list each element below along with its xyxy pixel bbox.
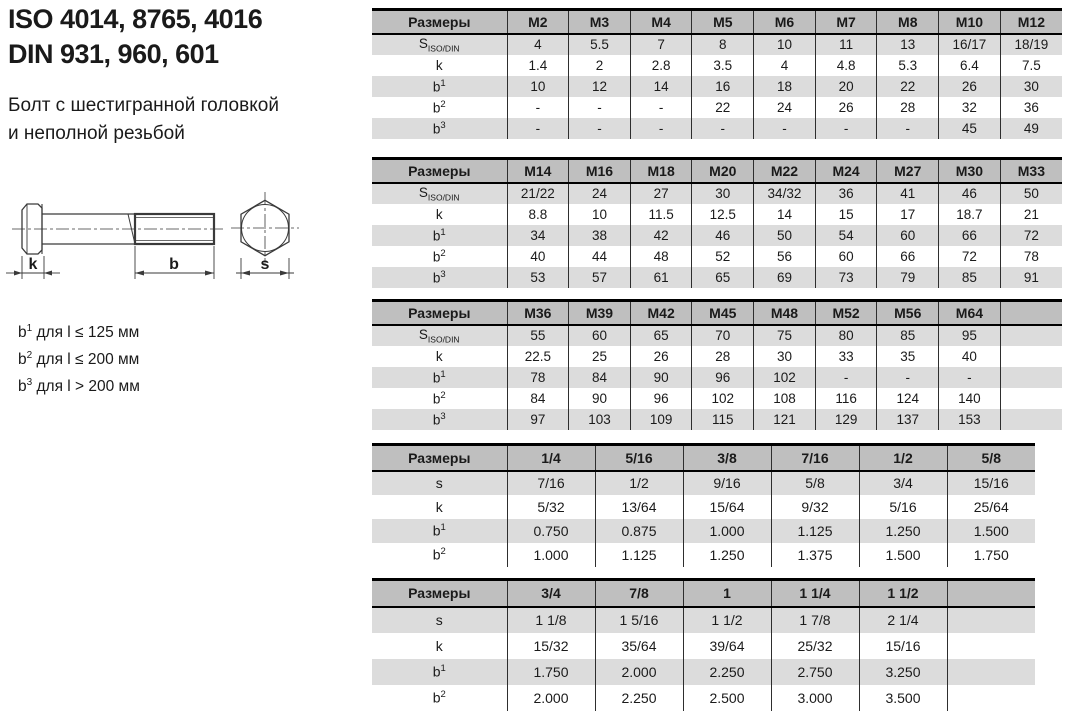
- value-cell: 5/16: [859, 495, 947, 519]
- header-size-cell: 3/8: [683, 445, 771, 471]
- value-cell: 2.8: [630, 55, 692, 76]
- table-row: [372, 183, 1062, 204]
- header-size-cell: M48: [754, 301, 816, 325]
- value-cell: 34/32: [754, 183, 816, 204]
- size-table-metric-m2-m12: [372, 8, 1062, 139]
- value-cell: 2 1/4: [859, 607, 947, 633]
- value-cell: 15/16: [947, 471, 1035, 495]
- value-cell: 1.750: [507, 659, 595, 685]
- row-label: s: [372, 607, 507, 633]
- value-cell: -: [815, 118, 877, 139]
- table-row: [372, 519, 1035, 543]
- value-cell: 24: [569, 183, 631, 204]
- value-cell: 25: [569, 346, 631, 367]
- value-cell: 10: [754, 34, 816, 55]
- value-cell: 34: [507, 225, 569, 246]
- value-cell: 2.000: [595, 659, 683, 685]
- value-cell: 78: [507, 367, 569, 388]
- value-cell: 3.250: [859, 659, 947, 685]
- header-size-cell: M22: [754, 159, 816, 183]
- page-title: [8, 2, 262, 72]
- value-cell: 80: [815, 325, 877, 346]
- row-label: k: [435, 206, 443, 222]
- header-size-cell: [947, 580, 1035, 607]
- value-cell: 72: [1000, 225, 1062, 246]
- value-cell: 0.750: [507, 519, 595, 543]
- s-dimension-label: s: [260, 256, 270, 273]
- dimension-table: [372, 443, 1035, 567]
- header-size-cell: M5: [692, 10, 754, 34]
- value-cell: 69: [754, 267, 816, 288]
- header-size-cell: [1000, 301, 1062, 325]
- value-cell: 91: [1000, 267, 1062, 288]
- value-cell: 5/32: [507, 495, 595, 519]
- header-size-cell: M27: [877, 159, 939, 183]
- footnotes: [18, 320, 140, 400]
- value-cell: 85: [939, 267, 1001, 288]
- value-cell: [947, 685, 1035, 711]
- row-label: k: [435, 348, 443, 364]
- value-cell: 1.000: [683, 519, 771, 543]
- table-row: [372, 495, 1035, 519]
- value-cell: 14: [630, 76, 692, 97]
- header-size-cell: 7/8: [595, 580, 683, 607]
- value-cell: 72: [939, 246, 1001, 267]
- value-cell: 3.500: [859, 685, 947, 711]
- value-cell: 35/64: [595, 633, 683, 659]
- size-table-inch-small: [372, 443, 1035, 567]
- value-cell: 26: [630, 346, 692, 367]
- value-cell: [1000, 367, 1062, 388]
- value-cell: 27: [630, 183, 692, 204]
- value-cell: 66: [939, 225, 1001, 246]
- value-cell: 2.250: [595, 685, 683, 711]
- value-cell: 1.125: [595, 543, 683, 567]
- value-cell: 21: [1000, 204, 1062, 225]
- header-size-cell: M20: [692, 159, 754, 183]
- k-dimension-label: k: [28, 256, 38, 273]
- value-cell: 48: [630, 246, 692, 267]
- header-size-cell: 1 1/4: [771, 580, 859, 607]
- value-cell: 137: [877, 409, 939, 430]
- value-cell: 36: [1000, 97, 1062, 118]
- value-cell: 50: [1000, 183, 1062, 204]
- size-table-metric-m14-m33: [372, 157, 1062, 288]
- value-cell: 2.500: [683, 685, 771, 711]
- value-cell: [1000, 409, 1062, 430]
- page-subtitle: [8, 92, 279, 147]
- value-cell: 79: [877, 267, 939, 288]
- bolt-drawing: [2, 183, 332, 323]
- value-cell: 1.125: [771, 519, 859, 543]
- value-cell: -: [507, 118, 569, 139]
- value-cell: 84: [507, 388, 569, 409]
- value-cell: 8.8: [507, 204, 569, 225]
- row-label: s: [372, 471, 507, 495]
- table-row: [372, 685, 1035, 711]
- value-cell: 1 5/16: [595, 607, 683, 633]
- value-cell: 16: [692, 76, 754, 97]
- value-cell: 18/19: [1000, 34, 1062, 55]
- row-label: $b^1$: [372, 225, 507, 246]
- value-cell: 65: [630, 325, 692, 346]
- value-cell: 42: [630, 225, 692, 246]
- value-cell: -: [754, 118, 816, 139]
- value-cell: 1.250: [859, 519, 947, 543]
- value-cell: 1.500: [859, 543, 947, 567]
- value-cell: 1.4: [507, 55, 569, 76]
- table-row: [372, 409, 1062, 430]
- value-cell: 8: [692, 34, 754, 55]
- value-cell: [947, 659, 1035, 685]
- value-cell: 26: [815, 97, 877, 118]
- value-cell: 53: [507, 267, 569, 288]
- value-cell: 54: [815, 225, 877, 246]
- row-label: k: [435, 498, 443, 515]
- value-cell: -: [877, 367, 939, 388]
- value-cell: 2.000: [507, 685, 595, 711]
- table-row: [372, 346, 1062, 367]
- row-label: $b^3$: [372, 409, 507, 430]
- title-line-iso: ISO 4014, 8765, 4016: [8, 4, 263, 34]
- value-cell: 15/16: [859, 633, 947, 659]
- value-cell: 85: [877, 325, 939, 346]
- header-size-cell: M8: [877, 10, 939, 34]
- b-dimension-label: b: [169, 256, 179, 273]
- table-row: [372, 118, 1062, 139]
- table-row: [372, 367, 1062, 388]
- value-cell: 90: [630, 367, 692, 388]
- value-cell: 1.500: [947, 519, 1035, 543]
- value-cell: 103: [569, 409, 631, 430]
- header-size-cell: M24: [815, 159, 877, 183]
- value-cell: -: [692, 118, 754, 139]
- value-cell: 11: [815, 34, 877, 55]
- table-row: [372, 607, 1035, 633]
- row-label: $b^2$: [432, 389, 446, 407]
- value-cell: -: [877, 118, 939, 139]
- value-cell: 10: [569, 204, 631, 225]
- value-cell: 9/32: [771, 495, 859, 519]
- value-cell: 40: [939, 346, 1001, 367]
- row-label: $b^1$: [372, 76, 507, 97]
- header-size-cell: 5/16: [595, 445, 683, 471]
- table-row: [372, 225, 1062, 246]
- dimension-table: [372, 157, 1062, 288]
- table-row: [372, 543, 1035, 567]
- header-size-cell: M16: [569, 159, 631, 183]
- header-sizes-label: Размеры: [372, 159, 507, 183]
- value-cell: 44: [569, 246, 631, 267]
- dimension-table: [372, 578, 1035, 711]
- header-sizes-label: Размеры: [372, 301, 507, 325]
- value-cell: 70: [692, 325, 754, 346]
- value-cell: 96: [630, 388, 692, 409]
- value-cell: -: [507, 97, 569, 118]
- table-row: [372, 97, 1062, 118]
- header-size-cell: M7: [815, 10, 877, 34]
- table-row: [372, 471, 1035, 495]
- value-cell: 16/17: [939, 34, 1001, 55]
- header-size-cell: M64: [939, 301, 1001, 325]
- table-row: [372, 633, 1035, 659]
- value-cell: 20: [815, 76, 877, 97]
- value-cell: 15/64: [683, 495, 771, 519]
- value-cell: 28: [692, 346, 754, 367]
- value-cell: 3/4: [859, 471, 947, 495]
- value-cell: 55: [507, 325, 569, 346]
- value-cell: [947, 633, 1035, 659]
- row-label: $b^3$: [372, 267, 507, 288]
- value-cell: 5.3: [877, 55, 939, 76]
- value-cell: 57: [569, 267, 631, 288]
- value-cell: 13/64: [595, 495, 683, 519]
- row-label: k: [435, 637, 443, 654]
- value-cell: 52: [692, 246, 754, 267]
- dimension-table: [372, 8, 1062, 139]
- value-cell: [1000, 388, 1062, 409]
- value-cell: 28: [877, 97, 939, 118]
- value-cell: 35: [877, 346, 939, 367]
- value-cell: 78: [1000, 246, 1062, 267]
- value-cell: 60: [569, 325, 631, 346]
- value-cell: 109: [630, 409, 692, 430]
- value-cell: 1.250: [683, 543, 771, 567]
- value-cell: 1.000: [507, 543, 595, 567]
- value-cell: 40: [507, 246, 569, 267]
- value-cell: 66: [877, 246, 939, 267]
- header-size-cell: 1/2: [859, 445, 947, 471]
- value-cell: 50: [754, 225, 816, 246]
- value-cell: 30: [754, 346, 816, 367]
- table-row: [372, 246, 1062, 267]
- value-cell: 102: [754, 367, 816, 388]
- value-cell: 0.875: [595, 519, 683, 543]
- value-cell: 4: [754, 55, 816, 76]
- value-cell: 38: [569, 225, 631, 246]
- value-cell: 2.750: [771, 659, 859, 685]
- value-cell: 22: [877, 76, 939, 97]
- value-cell: 75: [754, 325, 816, 346]
- footnote-line: $b^3$ для l > 200 мм: [18, 376, 140, 395]
- value-cell: 32: [939, 97, 1001, 118]
- value-cell: 30: [1000, 76, 1062, 97]
- header-size-cell: M14: [507, 159, 569, 183]
- value-cell: -: [815, 367, 877, 388]
- value-cell: -: [630, 97, 692, 118]
- value-cell: 41: [877, 183, 939, 204]
- value-cell: 7.5: [1000, 55, 1062, 76]
- value-cell: 17: [877, 204, 939, 225]
- value-cell: 108: [754, 388, 816, 409]
- value-cell: 61: [630, 267, 692, 288]
- value-cell: -: [939, 367, 1001, 388]
- value-cell: 15: [815, 204, 877, 225]
- table-row: [372, 204, 1062, 225]
- table-row: [372, 325, 1062, 346]
- value-cell: 140: [939, 388, 1001, 409]
- value-cell: 9/16: [683, 471, 771, 495]
- header-size-cell: M18: [630, 159, 692, 183]
- value-cell: 95: [939, 325, 1001, 346]
- value-cell: 21/22: [507, 183, 569, 204]
- header-size-cell: M56: [877, 301, 939, 325]
- table-row: [372, 55, 1062, 76]
- value-cell: 15/32: [507, 633, 595, 659]
- value-cell: 1 7/8: [771, 607, 859, 633]
- row-label: $b^1$: [372, 519, 507, 543]
- value-cell: [1000, 325, 1062, 346]
- value-cell: [1000, 346, 1062, 367]
- value-cell: 12.5: [692, 204, 754, 225]
- row-label: $b^1$: [372, 367, 507, 388]
- value-cell: 90: [569, 388, 631, 409]
- row-label: $S_{ISO/DIN}$: [372, 34, 507, 55]
- table-row: [372, 659, 1035, 685]
- value-cell: 26: [939, 76, 1001, 97]
- header-size-cell: M10: [939, 10, 1001, 34]
- header-size-cell: M2: [507, 10, 569, 34]
- value-cell: 30: [692, 183, 754, 204]
- value-cell: 4.8: [815, 55, 877, 76]
- header-size-cell: 1 1/2: [859, 580, 947, 607]
- header-size-cell: M12: [1000, 10, 1062, 34]
- header-size-cell: 5/8: [947, 445, 1035, 471]
- value-cell: 1/2: [595, 471, 683, 495]
- value-cell: 39/64: [683, 633, 771, 659]
- value-cell: 102: [692, 388, 754, 409]
- title-line-din: DIN 931, 960, 601: [8, 39, 219, 70]
- value-cell: 18.7: [939, 204, 1001, 225]
- value-cell: 65: [692, 267, 754, 288]
- table-row: [372, 267, 1062, 288]
- header-size-cell: M4: [630, 10, 692, 34]
- header-sizes-label: Размеры: [372, 445, 507, 471]
- value-cell: 1 1/2: [683, 607, 771, 633]
- row-label: $b^1$: [372, 659, 507, 685]
- table-row: [372, 388, 1062, 409]
- value-cell: 14: [754, 204, 816, 225]
- header-size-cell: M30: [939, 159, 1001, 183]
- header-size-cell: M3: [569, 10, 631, 34]
- value-cell: 7: [630, 34, 692, 55]
- value-cell: 73: [815, 267, 877, 288]
- value-cell: 25/64: [947, 495, 1035, 519]
- header-size-cell: 1: [683, 580, 771, 607]
- table-row: [372, 34, 1062, 55]
- value-cell: 121: [754, 409, 816, 430]
- value-cell: 33: [815, 346, 877, 367]
- row-label: $b^2$: [432, 546, 446, 563]
- header-sizes-label: Размеры: [372, 580, 507, 607]
- value-cell: 7/16: [507, 471, 595, 495]
- value-cell: 10: [507, 76, 569, 97]
- value-cell: 4: [507, 34, 569, 55]
- row-label: $b^3$: [372, 118, 507, 139]
- subtitle-line-1: Болт с шестигранной головкой: [8, 95, 279, 116]
- value-cell: 24: [754, 97, 816, 118]
- value-cell: 3.000: [771, 685, 859, 711]
- value-cell: 116: [815, 388, 877, 409]
- row-label: $S_{ISO/DIN}$: [372, 183, 507, 204]
- header-sizes-label: Размеры: [372, 10, 507, 34]
- header-size-cell: M45: [692, 301, 754, 325]
- footnote-line: $b^1$ для l ≤ 125 мм: [18, 323, 140, 342]
- value-cell: 11.5: [630, 204, 692, 225]
- row-label: $b^2$: [432, 98, 446, 116]
- value-cell: 1.750: [947, 543, 1035, 567]
- row-label: k: [435, 57, 443, 73]
- value-cell: 60: [877, 225, 939, 246]
- size-table-inch-large: [372, 578, 1035, 711]
- value-cell: 2: [569, 55, 631, 76]
- value-cell: 46: [692, 225, 754, 246]
- header-size-cell: 7/16: [771, 445, 859, 471]
- value-cell: 124: [877, 388, 939, 409]
- value-cell: 36: [815, 183, 877, 204]
- value-cell: 56: [754, 246, 816, 267]
- value-cell: 12: [569, 76, 631, 97]
- value-cell: 5/8: [771, 471, 859, 495]
- value-cell: 1 1/8: [507, 607, 595, 633]
- value-cell: 115: [692, 409, 754, 430]
- header-size-cell: 1/4: [507, 445, 595, 471]
- header-size-cell: M42: [630, 301, 692, 325]
- value-cell: 22: [692, 97, 754, 118]
- value-cell: 13: [877, 34, 939, 55]
- row-label: $b^2$: [432, 689, 446, 706]
- value-cell: -: [569, 97, 631, 118]
- footnote-line: $b^2$ для l ≤ 200 мм: [18, 349, 140, 368]
- value-cell: 46: [939, 183, 1001, 204]
- value-cell: 129: [815, 409, 877, 430]
- value-cell: 25/32: [771, 633, 859, 659]
- header-size-cell: M52: [815, 301, 877, 325]
- value-cell: 60: [815, 246, 877, 267]
- table-row: [372, 76, 1062, 97]
- value-cell: 45: [939, 118, 1001, 139]
- value-cell: 18: [754, 76, 816, 97]
- dimension-table: [372, 299, 1062, 430]
- subtitle-line-2: и неполной резьбой: [8, 122, 185, 144]
- value-cell: 3.5: [692, 55, 754, 76]
- header-size-cell: 3/4: [507, 580, 595, 607]
- header-size-cell: M36: [507, 301, 569, 325]
- size-table-metric-m36-m64: [372, 299, 1062, 430]
- value-cell: 97: [507, 409, 569, 430]
- value-cell: 84: [569, 367, 631, 388]
- value-cell: 6.4: [939, 55, 1001, 76]
- value-cell: -: [630, 118, 692, 139]
- value-cell: 5.5: [569, 34, 631, 55]
- value-cell: 2.250: [683, 659, 771, 685]
- row-label: $S_{ISO/DIN}$: [372, 325, 507, 346]
- value-cell: 153: [939, 409, 1001, 430]
- value-cell: -: [569, 118, 631, 139]
- header-size-cell: M6: [754, 10, 816, 34]
- value-cell: 49: [1000, 118, 1062, 139]
- value-cell: [947, 607, 1035, 633]
- value-cell: 96: [692, 367, 754, 388]
- row-label: $b^2$: [432, 247, 446, 265]
- value-cell: 1.375: [771, 543, 859, 567]
- header-size-cell: M33: [1000, 159, 1062, 183]
- header-size-cell: M39: [569, 301, 631, 325]
- value-cell: 22.5: [507, 346, 569, 367]
